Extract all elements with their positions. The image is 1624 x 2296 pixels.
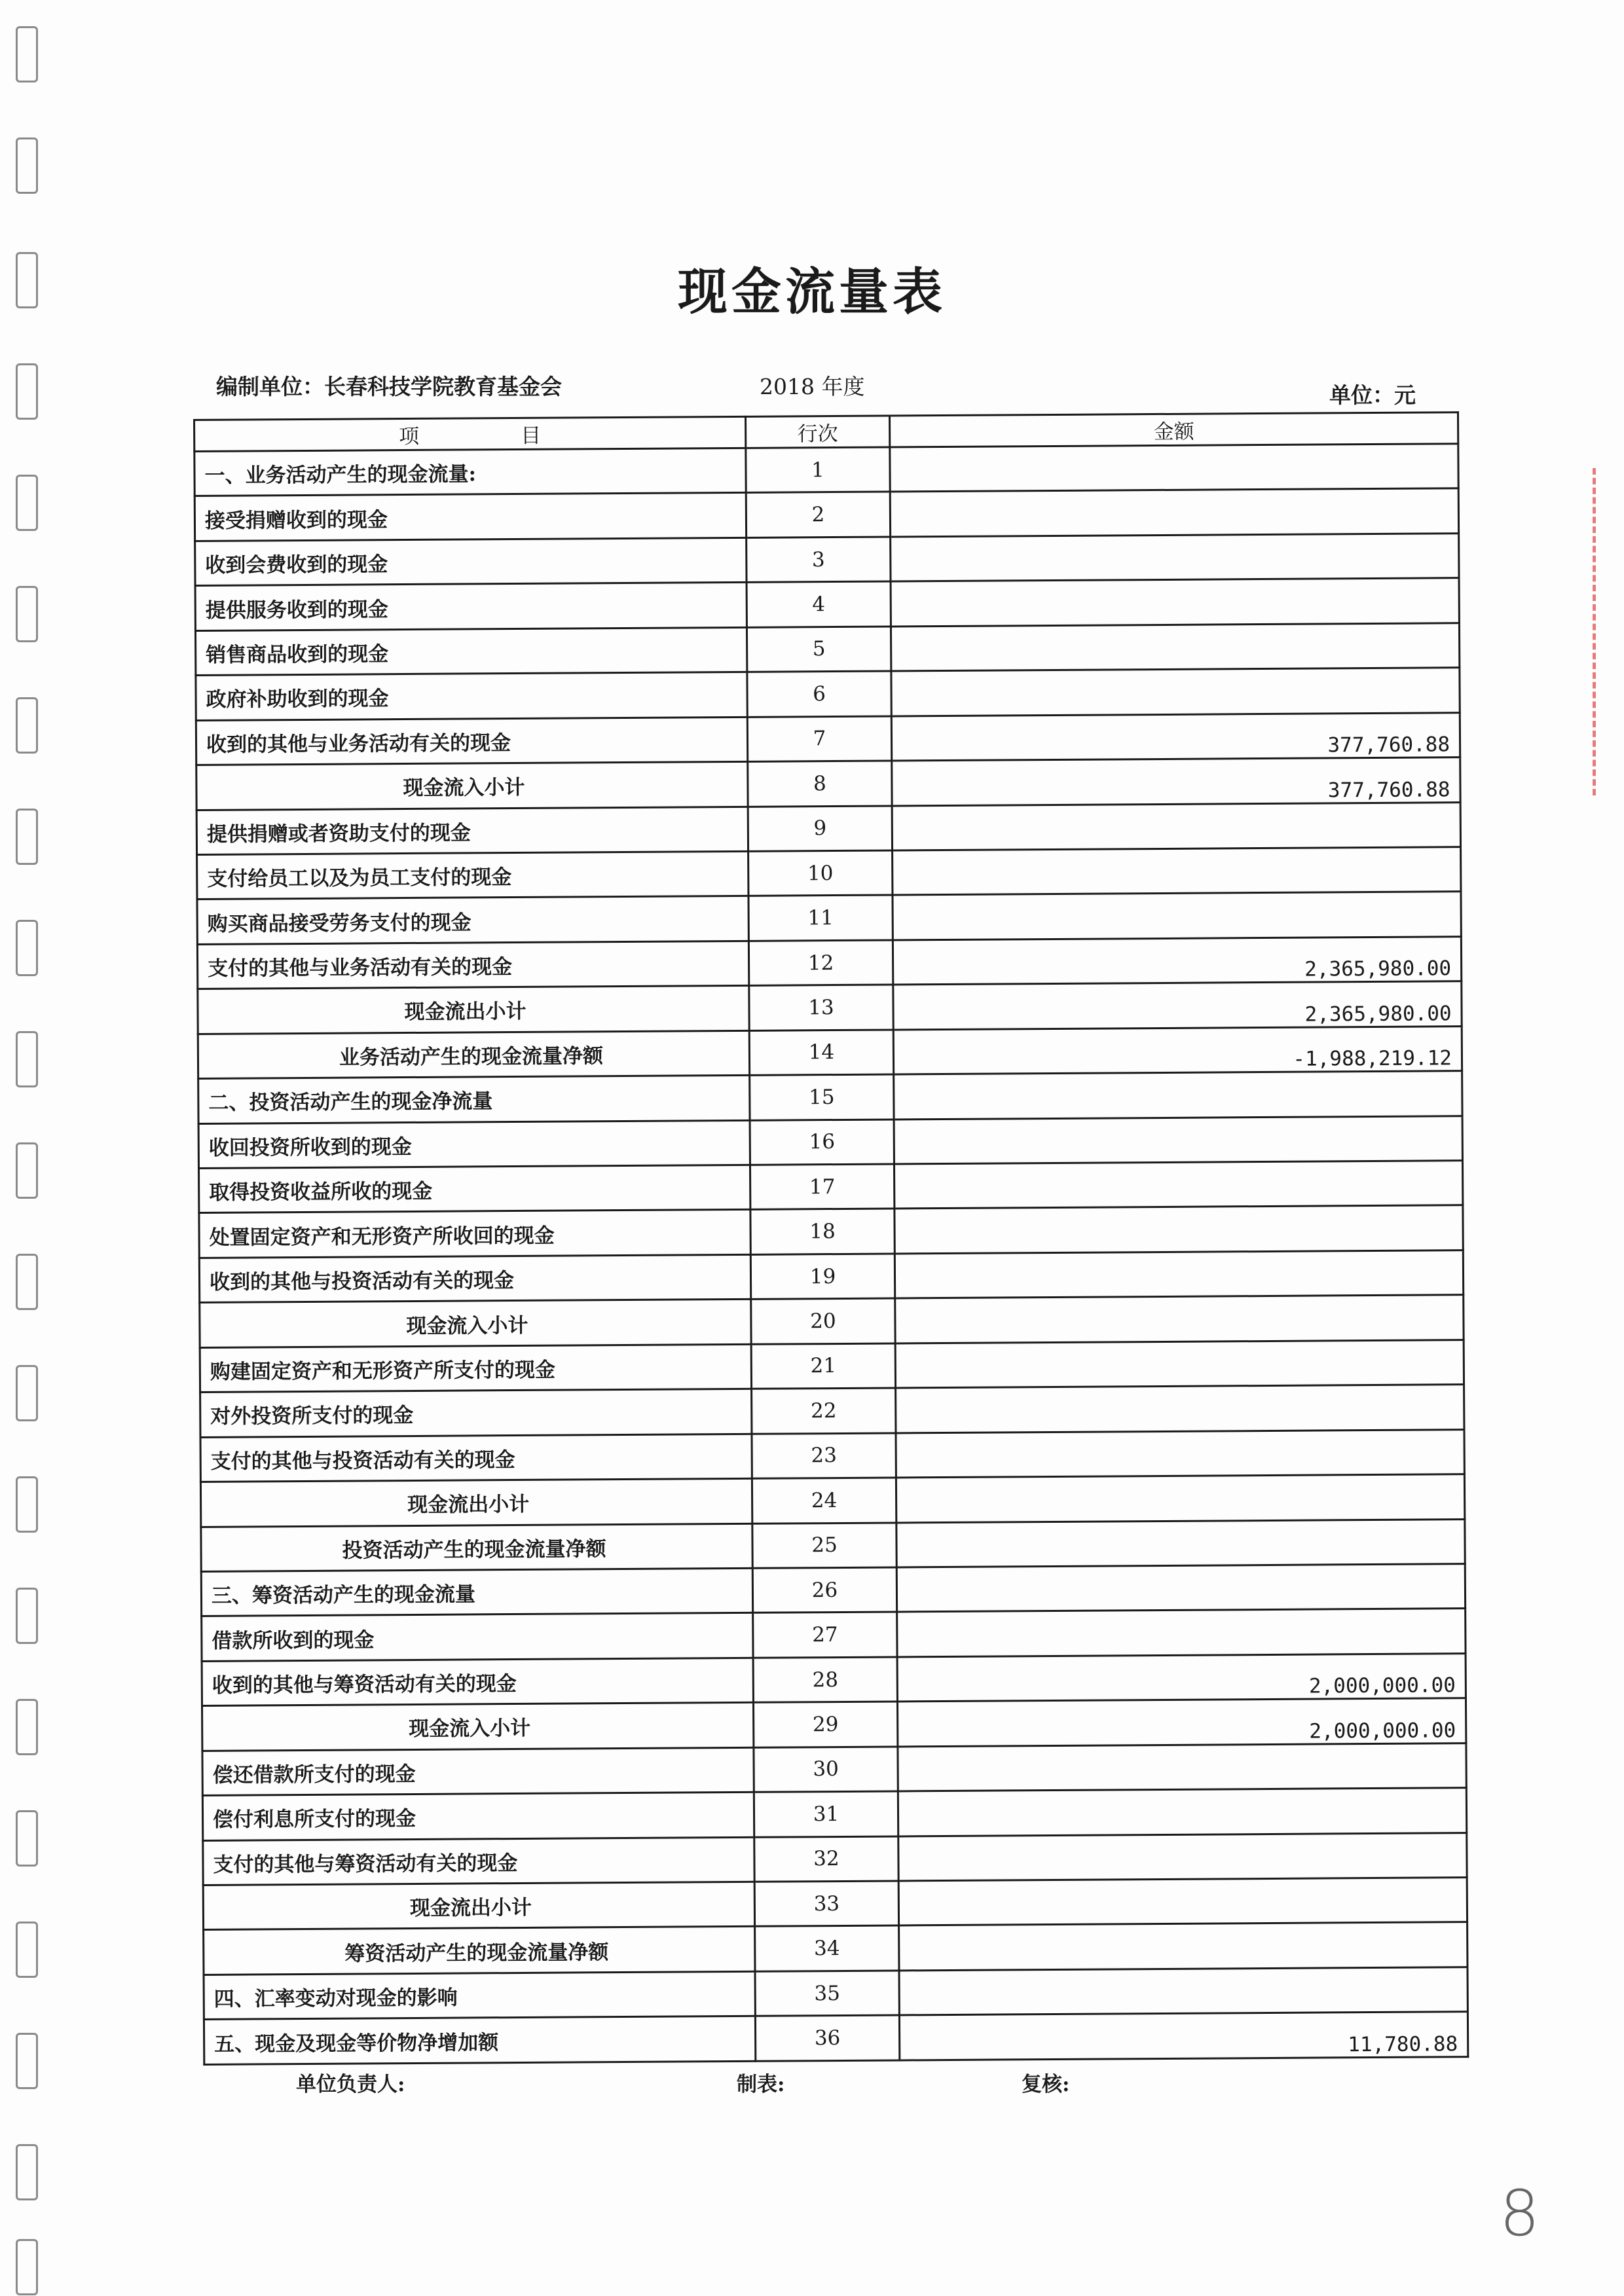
row-item: 支付的其他与业务活动有关的现金 bbox=[197, 941, 748, 989]
row-line-number: 22 bbox=[752, 1388, 896, 1434]
row-item: 支付的其他与筹资活动有关的现金 bbox=[203, 1837, 754, 1886]
table-row bbox=[200, 1474, 1464, 1527]
row-amount bbox=[891, 578, 1459, 627]
column-header-amount: 金额 bbox=[889, 412, 1458, 447]
binding-hole bbox=[16, 920, 38, 976]
row-line-number: 32 bbox=[754, 1836, 898, 1882]
row-amount: 11,780.88 bbox=[899, 2012, 1467, 2060]
table-row bbox=[201, 1564, 1465, 1616]
row-amount bbox=[894, 1116, 1462, 1164]
row-line-number: 3 bbox=[747, 537, 891, 583]
row-item: 现金流入小计 bbox=[200, 1300, 751, 1348]
row-line-number: 5 bbox=[747, 627, 891, 672]
row-amount bbox=[896, 1429, 1464, 1478]
row-item: 五、现金及现金等价物净增加额 bbox=[204, 2016, 755, 2065]
table-row bbox=[197, 892, 1461, 944]
row-line-number: 21 bbox=[751, 1343, 895, 1389]
row-amount: 2,365,980.00 bbox=[893, 936, 1461, 985]
row-amount bbox=[894, 1071, 1462, 1120]
table-row bbox=[198, 1026, 1462, 1078]
row-line-number: 26 bbox=[752, 1567, 896, 1613]
binding-hole bbox=[16, 1254, 38, 1310]
row-item: 二、投资活动产生的现金净流量 bbox=[198, 1075, 750, 1123]
table-row bbox=[202, 1788, 1466, 1840]
row-amount bbox=[899, 1922, 1467, 1971]
table-row bbox=[198, 1116, 1462, 1168]
row-line-number: 10 bbox=[748, 850, 893, 896]
table-row bbox=[194, 444, 1458, 496]
row-amount bbox=[890, 444, 1458, 492]
binding-hole bbox=[16, 1365, 38, 1421]
row-amount bbox=[893, 892, 1461, 940]
binding-hole bbox=[16, 1699, 38, 1755]
binding-hole bbox=[16, 1476, 38, 1533]
row-amount bbox=[898, 1832, 1467, 1881]
table-row bbox=[198, 981, 1462, 1034]
row-line-number: 11 bbox=[748, 895, 893, 941]
row-line-number: 31 bbox=[754, 1791, 898, 1837]
row-item: 一、业务活动产生的现金流量: bbox=[194, 448, 746, 496]
row-item: 投资活动产生的现金流量净额 bbox=[201, 1523, 752, 1572]
row-line-number: 28 bbox=[753, 1657, 897, 1703]
table-row bbox=[204, 2012, 1467, 2064]
binding-hole bbox=[16, 1588, 38, 1644]
table-row bbox=[200, 1339, 1464, 1392]
row-amount bbox=[896, 1564, 1465, 1613]
row-item: 收到会费收到的现金 bbox=[195, 538, 747, 586]
document-title: 现金流量表 bbox=[678, 263, 946, 321]
binding-hole bbox=[16, 363, 38, 420]
row-line-number: 34 bbox=[755, 1925, 899, 1971]
row-item: 收到的其他与业务活动有关的现金 bbox=[196, 717, 747, 765]
table-row bbox=[200, 1385, 1464, 1437]
row-item: 筹资活动产生的现金流量净额 bbox=[204, 1927, 755, 1975]
row-amount bbox=[898, 1743, 1466, 1791]
table-row bbox=[204, 1922, 1467, 1975]
row-line-number: 2 bbox=[746, 492, 890, 538]
table-row bbox=[195, 534, 1459, 586]
binding-hole bbox=[16, 2144, 38, 2200]
row-amount bbox=[898, 1788, 1466, 1836]
table-row bbox=[197, 936, 1461, 989]
row-amount bbox=[892, 802, 1460, 850]
binding-hole bbox=[16, 137, 38, 194]
row-line-number: 18 bbox=[750, 1209, 895, 1254]
row-item: 收到的其他与投资活动有关的现金 bbox=[199, 1254, 750, 1303]
row-line-number: 33 bbox=[754, 1881, 898, 1927]
row-amount bbox=[893, 847, 1461, 896]
binding-hole bbox=[16, 1031, 38, 1087]
handwritten-page-number: 8 bbox=[1500, 2177, 1540, 2250]
table-row bbox=[204, 1967, 1467, 2020]
row-item: 收到的其他与筹资活动有关的现金 bbox=[202, 1658, 753, 1706]
row-amount: 2,000,000.00 bbox=[897, 1698, 1466, 1747]
row-amount bbox=[898, 1878, 1467, 1926]
row-line-number: 8 bbox=[748, 761, 892, 807]
row-line-number: 1 bbox=[746, 447, 890, 493]
row-item: 处置固定资产和无形资产所收回的现金 bbox=[199, 1210, 750, 1258]
row-line-number: 24 bbox=[752, 1478, 896, 1523]
row-amount: 2,000,000.00 bbox=[897, 1653, 1466, 1702]
row-line-number: 4 bbox=[747, 581, 891, 627]
row-amount bbox=[894, 1161, 1462, 1209]
row-line-number: 12 bbox=[748, 940, 893, 986]
row-item: 政府补助收到的现金 bbox=[196, 672, 747, 721]
table-row bbox=[202, 1653, 1466, 1705]
row-amount bbox=[891, 668, 1460, 716]
row-line-number: 13 bbox=[749, 985, 893, 1030]
row-item: 收回投资所收到的现金 bbox=[198, 1120, 750, 1169]
binding-hole bbox=[16, 697, 38, 754]
row-item: 现金流入小计 bbox=[196, 761, 748, 810]
row-amount bbox=[895, 1339, 1464, 1388]
row-amount bbox=[895, 1295, 1464, 1343]
row-amount bbox=[896, 1474, 1464, 1523]
row-amount bbox=[897, 1609, 1466, 1657]
row-line-number: 17 bbox=[750, 1164, 894, 1210]
table-row bbox=[199, 1205, 1463, 1258]
column-header-line: 行次 bbox=[745, 416, 889, 448]
row-item: 接受捐赠收到的现金 bbox=[194, 493, 746, 541]
row-item: 购建固定资产和无形资产所支付的现金 bbox=[200, 1344, 751, 1393]
row-line-number: 36 bbox=[755, 2015, 899, 2061]
binding-hole bbox=[16, 26, 38, 82]
binding-hole bbox=[16, 809, 38, 865]
table-row bbox=[200, 1429, 1464, 1482]
table-row bbox=[194, 488, 1458, 541]
row-item: 偿还借款所支付的现金 bbox=[202, 1747, 754, 1796]
row-line-number: 20 bbox=[751, 1298, 895, 1344]
binding-hole bbox=[16, 475, 38, 531]
table-row bbox=[199, 1250, 1463, 1303]
currency-unit: 单位：元 bbox=[1329, 382, 1416, 408]
row-line-number: 25 bbox=[752, 1522, 896, 1568]
table-row bbox=[197, 847, 1461, 900]
preparing-unit: 编制单位：长春科技学院教育基金会 bbox=[216, 374, 562, 399]
row-line-number: 27 bbox=[753, 1612, 897, 1658]
row-item: 购买商品接受劳务支付的现金 bbox=[197, 896, 748, 945]
table-row bbox=[202, 1609, 1466, 1661]
row-amount bbox=[890, 488, 1458, 537]
binding-hole bbox=[16, 1922, 38, 1978]
row-item: 对外投资所支付的现金 bbox=[200, 1389, 752, 1438]
row-line-number: 16 bbox=[750, 1120, 894, 1165]
table-row bbox=[201, 1519, 1465, 1571]
row-amount bbox=[895, 1205, 1463, 1254]
row-line-number: 6 bbox=[747, 671, 891, 717]
table-row bbox=[202, 1698, 1466, 1751]
seal-stamp-fragment bbox=[1593, 468, 1624, 795]
row-item: 现金流入小计 bbox=[202, 1703, 754, 1751]
table-row bbox=[195, 578, 1459, 630]
row-item: 现金流出小计 bbox=[198, 986, 749, 1034]
row-item: 借款所收到的现金 bbox=[202, 1613, 753, 1662]
row-item: 现金流出小计 bbox=[203, 1882, 754, 1930]
row-line-number: 29 bbox=[753, 1702, 897, 1747]
footer-reviewed: 复核: bbox=[1022, 2073, 1070, 2096]
row-item: 支付给员工以及为员工支付的现金 bbox=[197, 851, 748, 900]
binding-hole bbox=[16, 1142, 38, 1199]
row-line-number: 30 bbox=[754, 1747, 898, 1793]
footer-responsible: 单位负责人: bbox=[296, 2073, 405, 2096]
table-row bbox=[198, 1161, 1462, 1213]
row-amount bbox=[895, 1250, 1463, 1299]
row-amount bbox=[891, 534, 1459, 582]
binding-hole bbox=[16, 586, 38, 642]
table-row bbox=[196, 712, 1460, 765]
binding-hole bbox=[16, 2033, 38, 2089]
fiscal-year: 2018 年度 bbox=[760, 374, 865, 399]
row-amount bbox=[896, 1519, 1465, 1567]
row-item: 偿付利息所支付的现金 bbox=[202, 1792, 754, 1840]
row-item: 现金流出小计 bbox=[200, 1478, 752, 1527]
row-line-number: 35 bbox=[755, 1971, 899, 2016]
table-row bbox=[196, 668, 1460, 720]
row-item: 销售商品收到的现金 bbox=[195, 627, 747, 676]
row-amount: 2,365,980.00 bbox=[893, 981, 1462, 1030]
column-header-item: 项 目 bbox=[194, 416, 746, 451]
row-item: 支付的其他与投资活动有关的现金 bbox=[200, 1434, 752, 1482]
row-item: 四、汇率变动对现金的影响 bbox=[204, 1971, 755, 2020]
row-amount bbox=[896, 1385, 1464, 1433]
row-line-number: 7 bbox=[747, 716, 891, 762]
row-amount: -1,988,219.12 bbox=[893, 1026, 1462, 1074]
table-row bbox=[198, 1071, 1462, 1123]
table-row bbox=[196, 802, 1460, 854]
binding-hole bbox=[16, 2239, 38, 2295]
table-row bbox=[203, 1832, 1467, 1885]
row-line-number: 15 bbox=[750, 1074, 894, 1120]
row-item: 业务活动产生的现金流量净额 bbox=[198, 1030, 749, 1079]
row-item: 提供捐赠或者资助支付的现金 bbox=[196, 807, 748, 855]
row-amount bbox=[891, 623, 1459, 671]
row-line-number: 9 bbox=[748, 805, 892, 851]
row-line-number: 23 bbox=[752, 1433, 896, 1479]
row-amount: 377,760.88 bbox=[892, 757, 1460, 806]
row-amount bbox=[899, 1967, 1467, 2016]
row-amount: 377,760.88 bbox=[891, 712, 1460, 761]
footer-prepared: 制表: bbox=[737, 2073, 785, 2096]
row-item: 三、筹资活动产生的现金流量 bbox=[201, 1568, 752, 1616]
cash-flow-table bbox=[193, 411, 1469, 2066]
table-row bbox=[195, 623, 1459, 675]
table-row bbox=[203, 1878, 1467, 1930]
row-line-number: 19 bbox=[750, 1254, 895, 1300]
table-row bbox=[196, 757, 1460, 810]
table-row bbox=[200, 1295, 1464, 1347]
binding-hole bbox=[16, 1810, 38, 1867]
row-item: 提供服务收到的现金 bbox=[195, 583, 747, 631]
table-row bbox=[202, 1743, 1466, 1795]
row-line-number: 14 bbox=[749, 1030, 893, 1076]
row-item: 取得投资收益所收的现金 bbox=[198, 1165, 750, 1213]
